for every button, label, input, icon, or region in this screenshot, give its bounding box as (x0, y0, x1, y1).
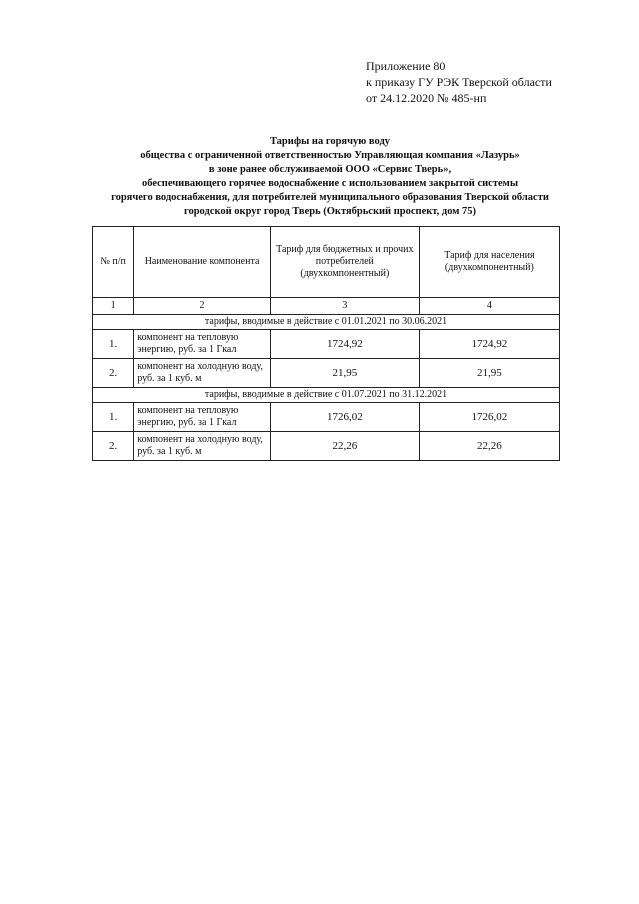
row-name: компонент на холодную воду, руб. за 1 куб. м (134, 359, 271, 388)
column-index-row (93, 298, 560, 315)
row-population: 21,95 (419, 359, 559, 388)
row-num: 1. (93, 330, 134, 359)
appendix-line: от 24.12.2020 № 485-нп (366, 91, 487, 105)
row-budget: 22,26 (270, 432, 419, 461)
column-index: 4 (419, 298, 559, 315)
header-budget: Тариф для бюджетных и прочих потребителей (двухкомпонентный) (270, 227, 419, 298)
table-header-row (93, 227, 560, 298)
row-num: 1. (93, 403, 134, 432)
column-index: 2 (134, 298, 271, 315)
section-title: тарифы, вводимые в действие с 01.01.2021 по 30.06.2021 (93, 315, 560, 330)
row-budget: 1726,02 (270, 403, 419, 432)
table-row (93, 330, 560, 359)
title-line: горячего водоснабжения, для потребителей муниципального образования Тверской области (111, 192, 549, 203)
document-title (70, 135, 590, 219)
appendix-reference (366, 58, 552, 106)
header-population: Тариф для населения (двухкомпонентный) (419, 227, 559, 298)
row-num: 2. (93, 432, 134, 461)
row-budget: 1724,92 (270, 330, 419, 359)
section-title: тарифы, вводимые в действие с 01.07.2021 по 31.12.2021 (93, 388, 560, 403)
title-line: в зоне ранее обслуживаемой ООО «Сервис Тверь», (208, 164, 452, 175)
appendix-line: к приказу ГУ РЭК Тверской области (366, 75, 552, 89)
column-index: 3 (270, 298, 419, 315)
row-population: 1724,92 (419, 330, 559, 359)
row-budget: 21,95 (270, 359, 419, 388)
column-index: 1 (93, 298, 134, 315)
title-line: городской округ город Тверь (Октябрьский проспект, дом 75) (183, 206, 477, 217)
row-num: 2. (93, 359, 134, 388)
table-row (93, 359, 560, 388)
title-line: общества с ограниченной ответственностью Управляющая компания «Лазурь» (140, 150, 520, 161)
title-line: обеспечивающего горячее водоснабжение с использованием закрытой системы (141, 178, 519, 189)
appendix-line: Приложение 80 (366, 59, 446, 73)
row-population: 22,26 (419, 432, 559, 461)
table-row (93, 403, 560, 432)
title-line: Тарифы на горячую воду (269, 136, 391, 147)
row-population: 1726,02 (419, 403, 559, 432)
row-name: компонент на тепловую энергию, руб. за 1 Гкал (134, 403, 271, 432)
tariff-table (92, 226, 560, 461)
table-row (93, 432, 560, 461)
header-num: № п/п (93, 227, 134, 298)
section-header-row (93, 388, 560, 403)
header-name: Наименование компонента (134, 227, 271, 298)
row-name: компонент на тепловую энергию, руб. за 1 Гкал (134, 330, 271, 359)
section-header-row (93, 315, 560, 330)
row-name: компонент на холодную воду, руб. за 1 куб. м (134, 432, 271, 461)
